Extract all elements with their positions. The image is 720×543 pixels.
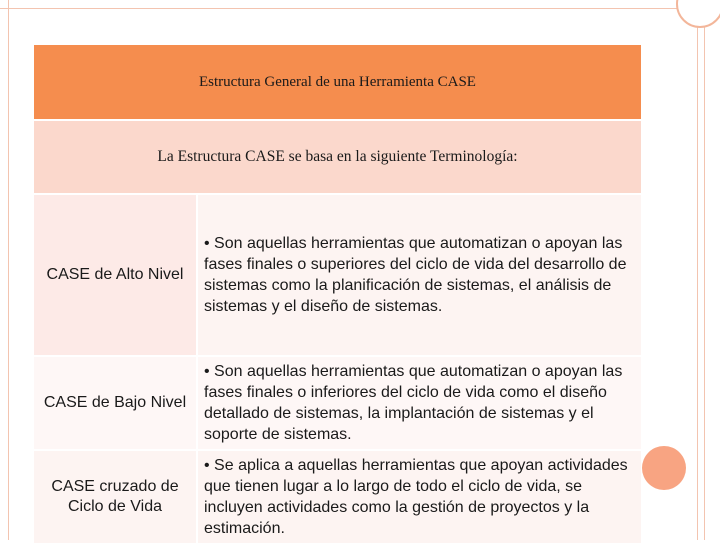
description-cell: • Son aquellas herramientas que automatizan o apoyan las fases finales o inferiores del ciclo de vida como el diseño detallado de sistemas, la implantación de sistemas y el soporte de sistemas. [198, 357, 641, 449]
term-cell: CASE de Bajo Nivel [34, 357, 196, 449]
frame-line-right [697, 0, 698, 540]
table-subtitle: La Estructura CASE se basa en la siguiente Terminología: [34, 121, 641, 193]
description-cell: • Se aplica a aquellas herramientas que apoyan actividades que tienen lugar a lo largo de todo el ciclo de vida, se incluyen actividades como la gestión de proyectos y la estimación. [198, 451, 641, 543]
table-row [34, 451, 641, 543]
term-cell: CASE cruzado de Ciclo de Vida [34, 451, 196, 543]
table-row [34, 357, 641, 449]
term-cell: CASE de Alto Nivel [34, 195, 196, 355]
frame-line-right-outer [704, 0, 705, 540]
decorative-circle-bottom [642, 446, 686, 490]
decorative-circle-top [676, 0, 720, 28]
table-row [34, 195, 641, 355]
frame-line-top [0, 8, 720, 9]
table-title: Estructura General de una Herramienta CASE [34, 45, 641, 119]
description-cell: • Son aquellas herramientas que automatizan o apoyan las fases finales o superiores del ciclo de vida del desarrollo de sistemas como la planificación de sistemas, el análisis de sistemas y el diseño de sistemas. [198, 195, 641, 355]
frame-line-left [8, 0, 9, 540]
